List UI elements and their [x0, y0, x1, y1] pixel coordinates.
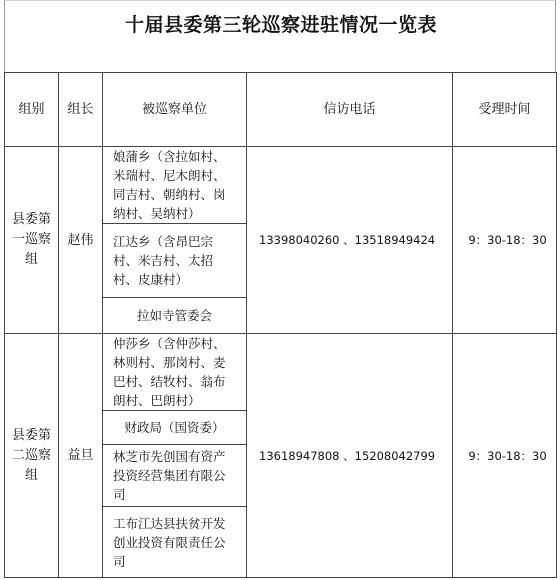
phone-cell: [247, 334, 453, 578]
phone-numbers: 13618947808 、15208042799: [259, 448, 436, 463]
unit-cell: [103, 507, 247, 578]
unit-name: 拉如寺管委会: [136, 308, 212, 323]
leader-name: 赵伟: [67, 232, 94, 248]
unit-cell: [103, 411, 247, 445]
header-group: 组别: [5, 73, 59, 147]
table-header-row: [5, 73, 557, 147]
reception-time: 9：30-18：30: [468, 448, 547, 463]
time-cell: [453, 334, 557, 578]
title-area: [4, 0, 556, 72]
group-name: 县委第一巡察组: [11, 212, 51, 267]
leader-cell: [59, 147, 103, 334]
header-leader: 组长: [59, 73, 103, 147]
page-title: 十届县委第三轮巡察进驻情况一览表: [124, 14, 437, 36]
table-row: [5, 334, 557, 411]
header-units: 被巡察单位: [103, 73, 247, 147]
reception-time: 9：30-18：30: [468, 233, 547, 247]
unit-cell: [103, 334, 247, 411]
header-phone: 信访电话: [247, 73, 453, 147]
unit-name: 林芝市先创国有资产投资经营集团有限公司: [113, 449, 226, 502]
unit-cell: [103, 445, 247, 507]
phone-numbers: 13398040260 、13518949424: [259, 233, 436, 247]
inspection-table: [4, 72, 557, 578]
time-cell: [453, 147, 557, 334]
unit-name: 工布江达县扶贫开发创业投资有限责任公司: [113, 515, 226, 569]
unit-name: 财政局（国资委）: [124, 420, 225, 435]
group-name-cell: [5, 334, 59, 578]
unit-cell: [103, 147, 247, 224]
group-name: 县委第二巡察组: [11, 427, 51, 483]
leader-cell: [59, 334, 103, 578]
header-time: 受理时间: [453, 73, 557, 147]
unit-cell: [103, 224, 247, 298]
unit-name: 仲莎乡（含仲莎村、林则村、那岗村、麦巴村、结牧村、翁布朗村、巴朗村）: [113, 336, 226, 408]
leader-name: 益旦: [67, 448, 94, 463]
phone-cell: [247, 147, 453, 334]
unit-name: 江达乡（含昂巴宗村、米吉村、太招村、皮康村）: [113, 234, 214, 287]
unit-name: 娘蒲乡（含拉如村、米瑞村、尼木朗村、同吉村、朝纳村、岗纳村、吴纳村）: [113, 149, 226, 221]
group-name-cell: [5, 147, 59, 334]
unit-cell: [103, 298, 247, 334]
table-row: [5, 147, 557, 224]
